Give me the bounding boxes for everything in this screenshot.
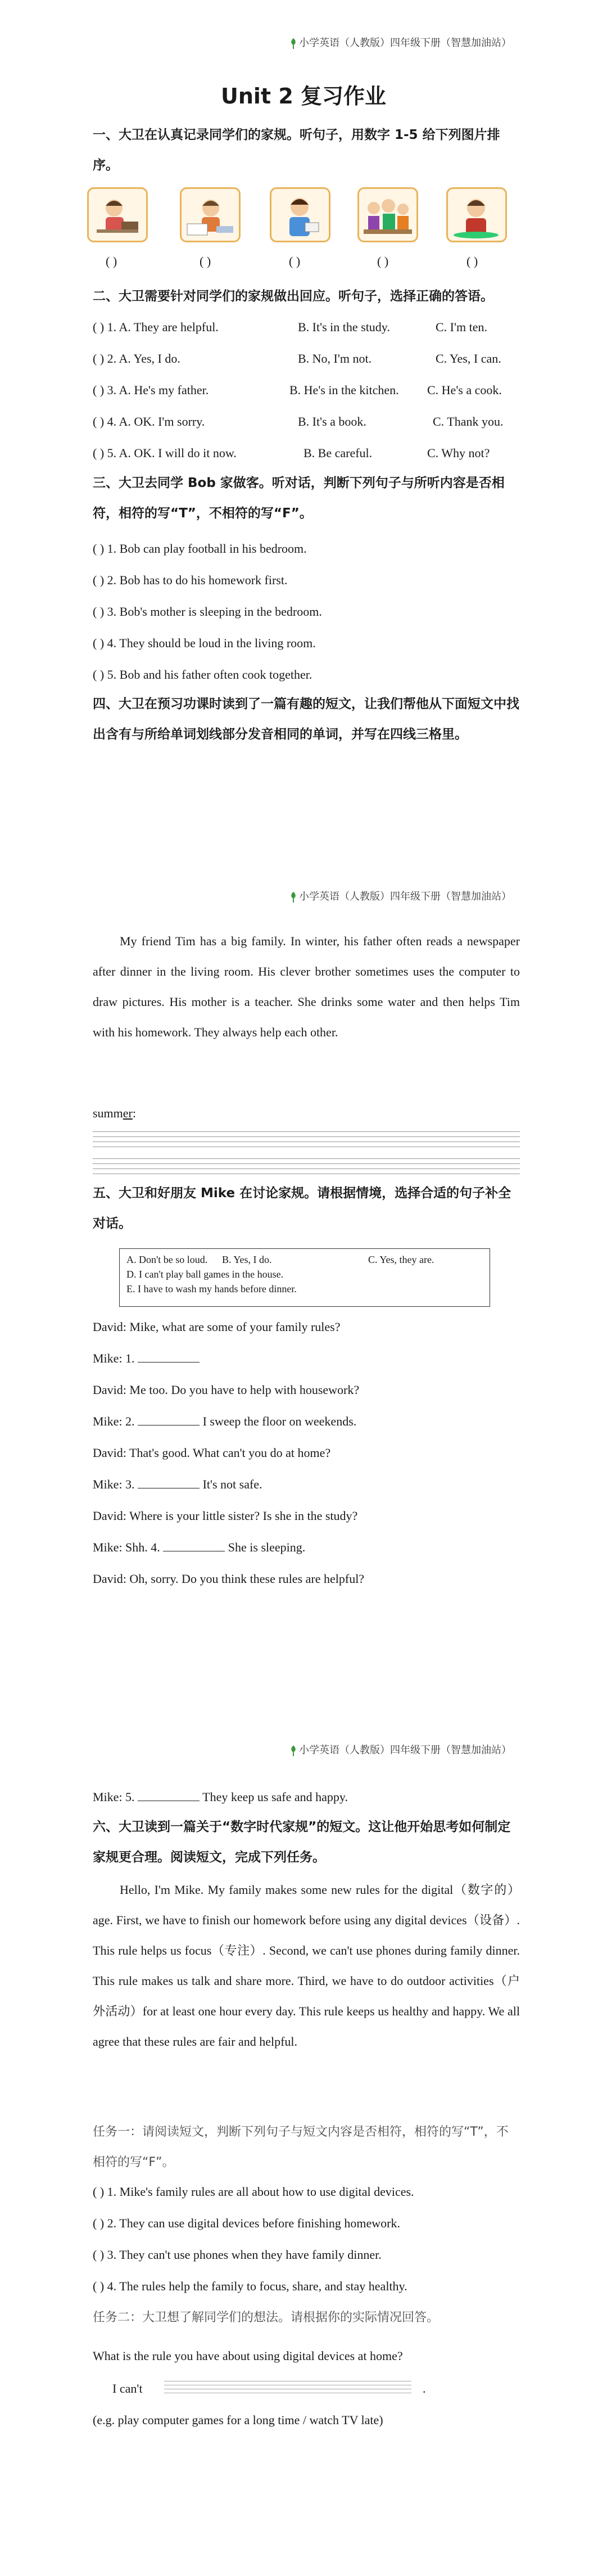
section-3-heading: 三、大卫去同学 Bob 家做客。听对话，判断下列句子与所听内容是否相符，相符的写“T”，不相符的写“F”。 [93, 476, 505, 521]
dialog-david-3: David: That's good. What can't you do at home? [93, 1446, 331, 1460]
section-5-heading: 五、大卫和好朋友 Mike 在讨论家规。请根据情境，选择合适的句子补全对话。 [93, 1186, 511, 1231]
s3-item-3: ( ) 3. Bob's mother is sleeping in the bedroom. [93, 604, 322, 619]
section-4-heading: 四、大卫在预习功课时读到了一篇有趣的短文，让我们帮他从下面短文中找出含有与所给单词划线部分发音相同的单词，并写在四线三格里。 [93, 697, 519, 742]
picture-2 [180, 187, 241, 242]
dialog-mike-4: Mike: Shh. 4. She is sleeping. [93, 1540, 306, 1554]
dialog-mike-1: Mike: 1. [93, 1351, 200, 1366]
s2-row-4: ( ) 4. A. OK. I'm sorry. B. It's a book. C. Thank you. [93, 414, 504, 428]
task-1-heading: 任务一：请阅读短文，判断下列句子与短文内容是否相符，相符的写“T”，不相符的写“F”。 [93, 2125, 509, 2169]
picture-4 [357, 187, 418, 242]
dialog-mike-3: Mike: 3. It's not safe. [93, 1477, 262, 1491]
s2-row-1: ( ) 1. A. They are helpful. B. It's in the study. C. I'm ten. [93, 320, 487, 334]
four-line-grid[interactable] [93, 1131, 520, 1181]
blank-3[interactable] [138, 1478, 200, 1488]
options-box: A. Don't be so loud. B. Yes, I do. C. Yes, they are. D. I can't play ball games in the house. E. I have to wash my hands before dinner. [119, 1248, 490, 1307]
s6-item-2: ( ) 2. They can use digital devices before finishing homework. [93, 2216, 400, 2230]
dialog-david-2: David: Me too. Do you have to help with housework? [93, 1383, 360, 1397]
answer-paren-1[interactable]: ( ) [106, 254, 117, 268]
s3-item-2: ( ) 2. Bob has to do his homework first. [93, 573, 288, 587]
blank-1[interactable] [138, 1352, 200, 1363]
dialog-david-4: David: Where is your little sister? Is she in the study? [93, 1509, 358, 1523]
answer-period: . [423, 2381, 426, 2395]
s6-item-1: ( ) 1. Mike's family rules are all about how to use digital devices. [93, 2185, 414, 2199]
picture-1 [87, 187, 148, 242]
section-6-heading: 六、大卫读到一篇关于“数字时代家规”的短文。这让他开始思考如何制定家规更合理。阅读短文，完成下列任务。 [93, 1820, 511, 1865]
leaf-logo-icon [289, 37, 298, 49]
s4-passage: My friend Tim has a big family. In winter, his father often reads a newspaper after dinner in the living room. His clever brother sometimes uses the computer to draw pictures. His mother is a teacher. She drinks some water and then helps Tim with his homework. They always help each other. [93, 934, 520, 1039]
task-2-heading: 任务二：大卫想了解同学们的想法。请根据你的实际情况回答。 [93, 2311, 440, 2325]
s3-item-4: ( ) 4. They should be loud in the living room. [93, 636, 316, 650]
picture-3 [270, 187, 330, 242]
dialog-david-5: David: Oh, sorry. Do you think these rules are helpful? [93, 1572, 365, 1586]
leaf-logo-icon [289, 891, 298, 903]
answer-paren-5[interactable]: ( ) [466, 254, 478, 268]
dialog-david-1: David: Mike, what are some of your family rules? [93, 1320, 341, 1334]
picture-5 [446, 187, 507, 242]
dialog-mike-2: Mike: 2. I sweep the floor on weekends. [93, 1414, 357, 1428]
page-title: Unit 2 复习作业 [221, 84, 386, 109]
blank-5[interactable] [138, 1790, 200, 1801]
task-2-question: What is the rule you have about using digital devices at home? [93, 2349, 403, 2363]
s6-passage: Hello, I'm Mike. My family makes some new rules for the digital（数字的）age. First, we have to finish our homework before using any digital devices（设备）. This rule helps us focus（专注）. Second, we can't use phones during family dinner. This rule makes us talk and share more. Third, we have to do outdoor activities（户外活动）for at least one hour every day. This rule keeps us healthy and happy. We all agree that these rules are fair and helpful. [93, 1883, 520, 2049]
s6-item-3: ( ) 3. They can't use phones when they have family dinner. [93, 2248, 382, 2262]
answer-line: I can't [112, 2381, 143, 2395]
answer-paren-2[interactable]: ( ) [200, 254, 211, 268]
s6-item-4: ( ) 4. The rules help the family to focus, share, and stay healthy. [93, 2279, 407, 2293]
s2-row-3: ( ) 3. A. He's my father. B. He's in the kitchen. C. He's a cook. [93, 383, 502, 397]
dialog-mike-5: Mike: 5. They keep us safe and happy. [93, 1790, 348, 1804]
page-header: 小学英语（人教版）四年级下册（智慧加油站） [289, 35, 511, 49]
s2-row-5: ( ) 5. A. OK. I will do it now. B. Be careful. C. Why not? [93, 446, 490, 460]
s3-item-1: ( ) 1. Bob can play football in his bedroom. [93, 542, 307, 556]
keyword-summer: summer: [93, 1106, 137, 1120]
leaf-logo-icon [289, 1744, 298, 1757]
section-1-heading: 一、大卫在认真记录同学们的家规。听句子，用数字 1-5 给下列图片排序。 [93, 128, 500, 173]
page-header-2: 小学英语（人教版）四年级下册（智慧加油站） [289, 888, 511, 903]
answer-paren-4[interactable]: ( ) [377, 254, 389, 268]
section-2-heading: 二、大卫需要针对同学们的家规做出回应。听句子，选择正确的答语。 [93, 289, 493, 304]
s2-row-2: ( ) 2. A. Yes, I do. B. No, I'm not. C. Yes, I can. [93, 351, 501, 366]
answer-four-line[interactable] [164, 2381, 411, 2393]
example-hint: (e.g. play computer games for a long time / watch TV late) [93, 2413, 383, 2427]
blank-4[interactable] [163, 1541, 225, 1551]
answer-paren-3[interactable]: ( ) [289, 254, 301, 268]
blank-2[interactable] [138, 1415, 200, 1425]
page-header-3: 小学英语（人教版）四年级下册（智慧加油站） [289, 1742, 511, 1757]
s3-item-5: ( ) 5. Bob and his father often cook together. [93, 667, 312, 682]
